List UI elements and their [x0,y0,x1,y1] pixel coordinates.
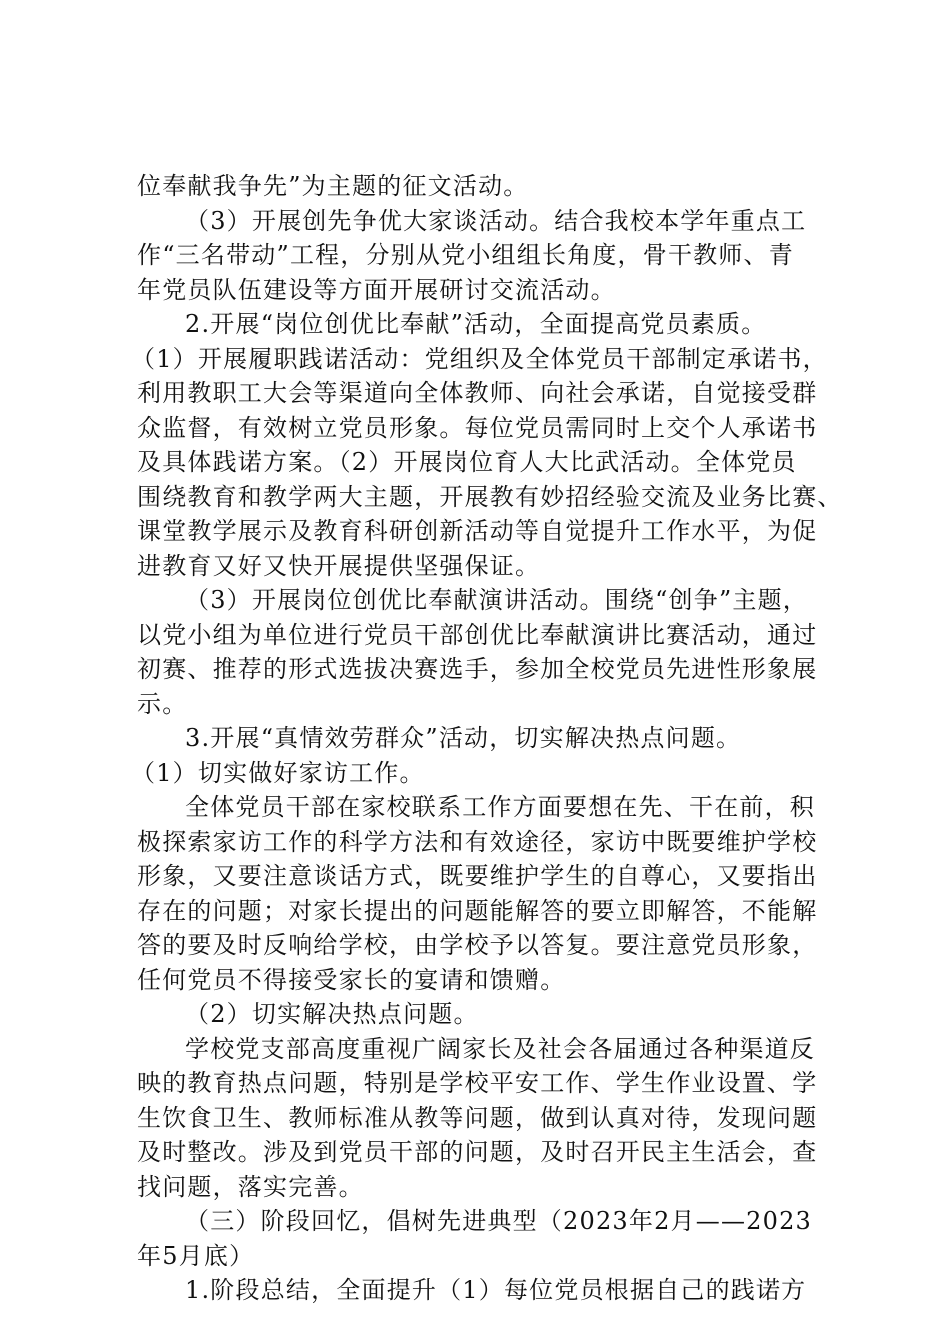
text-line-14: 以党小组为单位进行党员干部创优比奉献演讲比赛活动，通过 [137,620,818,649]
text-line-11: 课堂教学展示及教育科研创新活动等自觉提升工作水平，为促 [137,517,818,545]
text-line-28: 生饮食卫生、教师标准从教等问题，做到认真对待，发现问题 [137,1103,818,1132]
document-body [131,169,843,1308]
text-line-32: 年5月底） [137,1241,255,1270]
text-line-20: 极探索家访工作的科学方法和有效途径，家访中既要维护学校 [137,827,818,856]
text-line-24: 任何党员不得接受家长的宴请和馈赠。 [137,965,566,994]
text-line-5: 2.开展“岗位创优比奉献”活动，全面提高党员素质。 [185,310,767,338]
text-line-10: 围绕教育和教学两大主题，开展教有妙招经验交流及业务比赛、 [137,482,843,511]
text-line-15: 初赛、推荐的形式选拔决赛选手，参加全校党员先进性形象展 [137,655,818,683]
text-line-22: 存在的问题；对家长提出的问题能解答的要立即解答，不能解 [137,896,818,925]
text-line-17: 3.开展“真情效劳群众”活动，切实解决热点问题。 [185,724,742,752]
text-line-21: 形象，又要注意谈话方式，既要维护学生的自尊心，又要指出 [137,862,818,890]
text-line-8: 众监督，有效树立党员形象。每位党员需同时上交个人承诺书 [137,413,818,442]
text-line-12: 进教育又好又快开展提供坚强保证。 [137,551,541,580]
text-line-4: 年党员队伍建设等方面开展研讨交流活动。 [137,275,616,304]
text-line-31: （三）阶段回忆，倡树先进典型（2023年2月——2023 [185,1207,813,1235]
text-line-7: 利用教职工大会等渠道向全体教师、向社会承诺，自觉接受群 [137,379,818,407]
text-line-18: （1）切实做好家访工作。 [131,758,425,787]
text-line-30: 找问题，落实完善。 [137,1172,364,1201]
text-line-3: 作“三名带动”工程，分别从党小组组长角度，骨干教师、青 [137,241,794,269]
text-line-26: 学校党支部高度重视广阔家长及社会各届通过各种渠道反 [185,1034,815,1063]
text-line-25: （2）切实解决热点问题。 [185,1000,479,1028]
text-line-27: 映的教育热点问题，特别是学校平安工作、学生作业设置、学 [137,1069,818,1097]
text-line-6: （1）开展履职践诺活动：党组织及全体党员干部制定承诺书， [131,344,828,373]
text-line-1: 位奉献我争先”为主题的征文活动。 [137,172,529,200]
text-line-29: 及时整改。涉及到党员干部的问题，及时召开民主生活会，查 [137,1138,818,1166]
text-line-9: 及具体践诺方案。（2）开展岗位育人大比武活动。全体党员 [137,448,797,476]
text-line-13: （3）开展岗位创优比奉献演讲活动。围绕“创争”主题， [185,586,809,614]
text-line-23: 答的要及时反响给学校，由学校予以答复。要注意党员形象， [137,931,818,959]
text-line-19: 全体党员干部在家校联系工作方面要想在先、干在前，积 [185,793,815,821]
text-line-2: （3）开展创先争优大家谈活动。结合我校本学年重点工 [185,206,807,235]
text-line-16: 示。 [137,689,188,718]
text-line-33: 1.阶段总结，全面提升（1）每位党员根据自己的践诺方 [185,1276,807,1304]
